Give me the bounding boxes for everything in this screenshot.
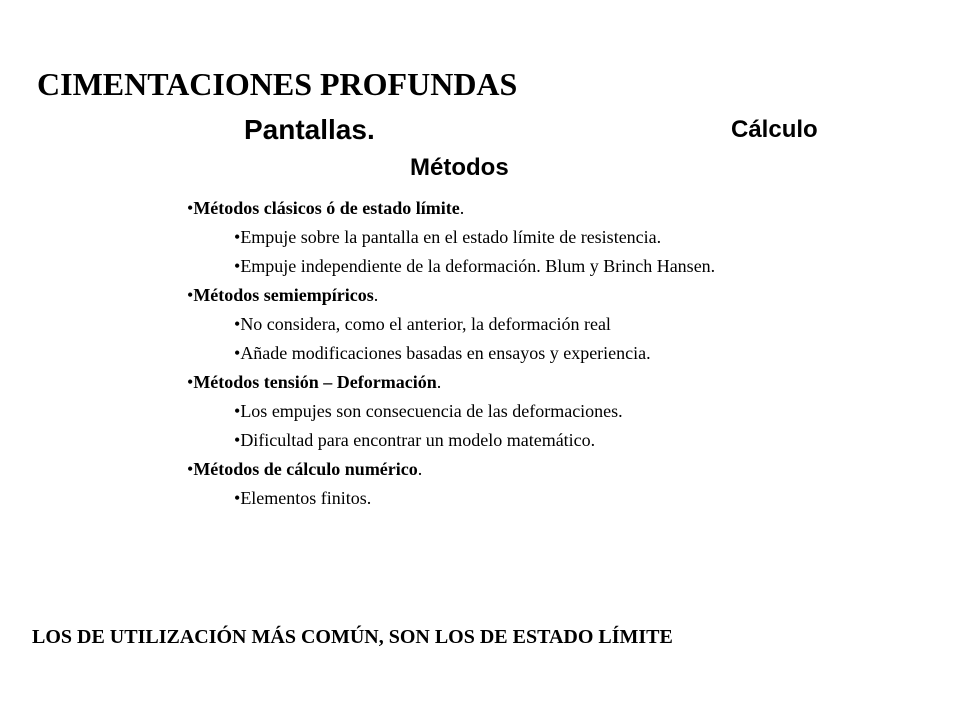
detail-text: Empuje sobre la pantalla en el estado límite de resistencia. [240, 227, 662, 247]
bullet: • [187, 459, 194, 479]
section-title: Métodos [410, 154, 509, 181]
detail-text: Empuje independiente de la deformación. Blum y Brinch Hansen. [240, 256, 716, 276]
method-item-numerical [187, 459, 767, 508]
method-label: Métodos clásicos ó de estado límite [193, 198, 460, 218]
detail-list [187, 227, 767, 276]
bullet: • [234, 401, 241, 421]
detail-list [187, 488, 767, 508]
method-label: Métodos de cálculo numérico [193, 459, 418, 479]
conclusion: LOS DE UTILIZACIÓN MÁS COMÚN, SON LOS DE ESTADO LÍMITE [32, 626, 673, 648]
bullet: • [234, 430, 241, 450]
method-item-stress-strain [187, 372, 767, 450]
detail-text: Elementos finitos. [240, 488, 372, 508]
method-item-classic [187, 198, 767, 276]
detail-text: Añade modificaciones basadas en ensayos y experiencia. [240, 343, 651, 363]
method-suffix: . [459, 198, 465, 218]
detail-text: Dificultad para encontrar un modelo matemático. [240, 430, 596, 450]
side-title: Cálculo [731, 116, 818, 143]
bullet: • [187, 198, 194, 218]
method-suffix: . [417, 459, 423, 479]
detail-text: Los empujes son consecuencia de las deformaciones. [240, 401, 623, 421]
method-label: Métodos tensión – Deformación [193, 372, 437, 392]
detail-text: No considera, como el anterior, la deformación real [240, 314, 611, 334]
detail-item [234, 227, 734, 247]
detail-item [234, 256, 734, 276]
bullet: • [234, 227, 241, 247]
bullet: • [234, 256, 241, 276]
detail-item [234, 488, 734, 508]
method-suffix: . [436, 372, 442, 392]
bullet: • [234, 488, 241, 508]
method-item-semiempirical [187, 285, 767, 363]
detail-item [234, 401, 734, 421]
bullet: • [187, 372, 194, 392]
bullet: • [234, 343, 241, 363]
bullet: • [187, 285, 194, 305]
detail-item [234, 430, 734, 450]
detail-list [187, 314, 767, 363]
method-suffix: . [373, 285, 379, 305]
main-title: CIMENTACIONES PROFUNDAS [37, 66, 518, 102]
detail-list [187, 401, 767, 450]
subtitle: Pantallas. [244, 114, 375, 145]
method-list [187, 198, 767, 517]
method-label: Métodos semiempíricos [193, 285, 374, 305]
detail-item [234, 343, 734, 363]
detail-item [234, 314, 734, 334]
bullet: • [234, 314, 241, 334]
